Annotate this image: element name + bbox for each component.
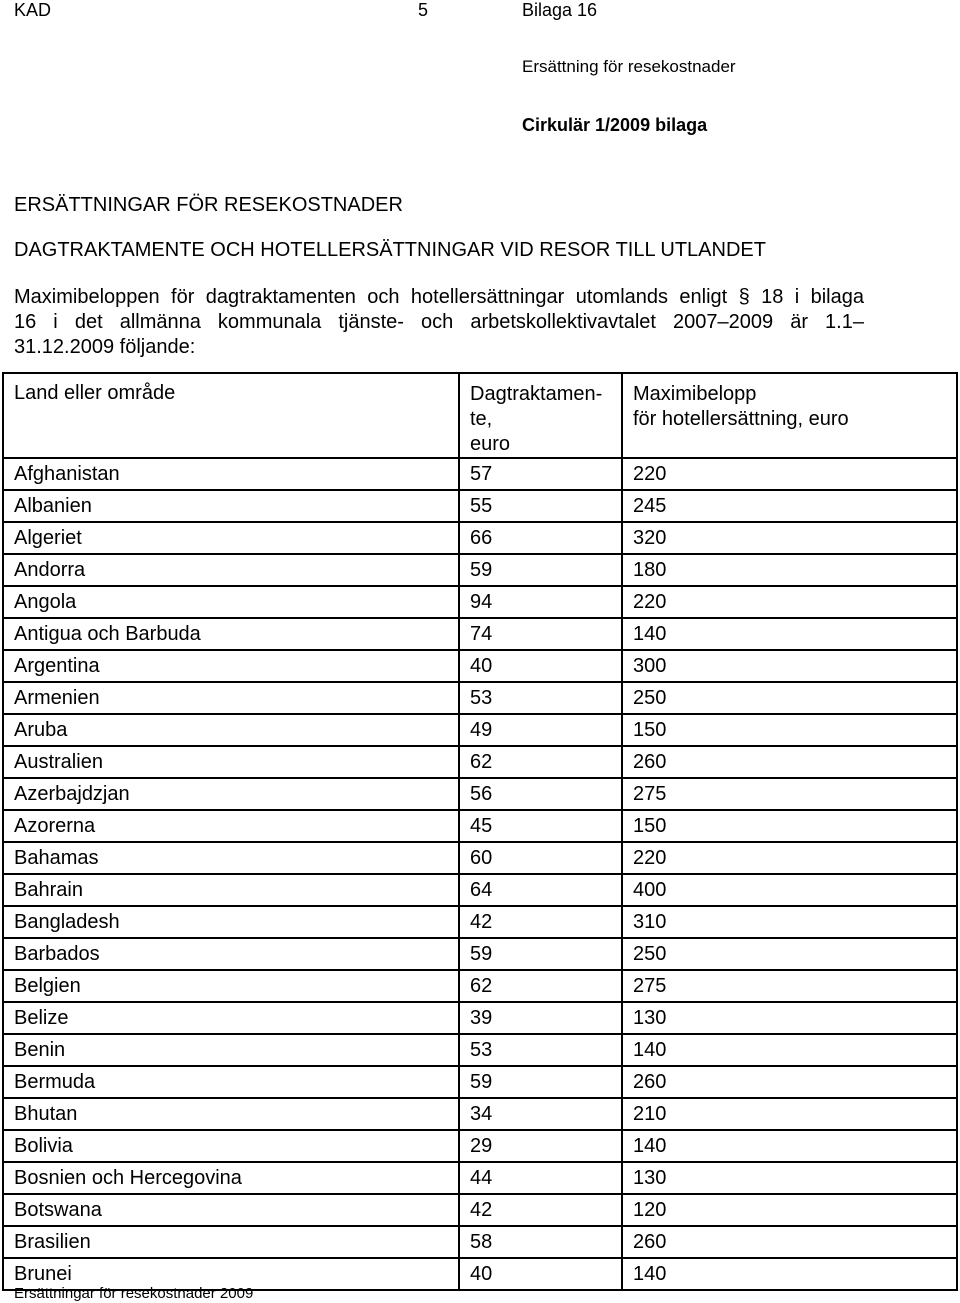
- allowance-cell: 59: [459, 938, 622, 970]
- table-row: [3, 778, 957, 810]
- country-cell: Azorerna: [3, 810, 459, 842]
- table-row: [3, 458, 957, 490]
- allowance-cell: 39: [459, 1002, 622, 1034]
- country-cell: Armenien: [3, 682, 459, 714]
- country-cell: Brunei: [3, 1258, 459, 1290]
- table-row: [3, 970, 957, 1002]
- allowance-cell: 34: [459, 1098, 622, 1130]
- table-row: [3, 906, 957, 938]
- hotel-cell: 320: [622, 522, 957, 554]
- hotel-cell: 400: [622, 874, 957, 906]
- table-row: [3, 1226, 957, 1258]
- hotel-cell: 120: [622, 1194, 957, 1226]
- document-title: ERSÄTTNINGAR FÖR RESEKOSTNADER: [14, 194, 403, 216]
- country-cell: Afghanistan: [3, 458, 459, 490]
- org-name: KAD: [14, 0, 52, 20]
- allowance-cell: 64: [459, 874, 622, 906]
- footer-text: Ersättningar för resekostnader 2009: [14, 1285, 254, 1302]
- hotel-cell: 260: [622, 1226, 957, 1258]
- country-cell: Barbados: [3, 938, 459, 970]
- table-row: [3, 1130, 957, 1162]
- table-row: [3, 842, 957, 874]
- country-cell: Belize: [3, 1002, 459, 1034]
- country-cell: Benin: [3, 1034, 459, 1066]
- country-cell: Belgien: [3, 970, 459, 1002]
- hotel-cell: 130: [622, 1002, 957, 1034]
- country-cell: Algeriet: [3, 522, 459, 554]
- hotel-cell: 220: [622, 842, 957, 874]
- hotel-cell: 250: [622, 938, 957, 970]
- table-row: [3, 1034, 957, 1066]
- country-cell: Bhutan: [3, 1098, 459, 1130]
- allowance-cell: 94: [459, 586, 622, 618]
- country-cell: Bahrain: [3, 874, 459, 906]
- table-row: [3, 650, 957, 682]
- hotel-cell: 140: [622, 1258, 957, 1290]
- table-row: [3, 810, 957, 842]
- country-cell: Bermuda: [3, 1066, 459, 1098]
- hotel-cell: 245: [622, 490, 957, 522]
- country-cell: Botswana: [3, 1194, 459, 1226]
- allowance-cell: 29: [459, 1130, 622, 1162]
- allowance-cell: 59: [459, 1066, 622, 1098]
- country-cell: Bangladesh: [3, 906, 459, 938]
- hotel-cell: 310: [622, 906, 957, 938]
- allowance-cell: 53: [459, 1034, 622, 1066]
- allowance-cell: 58: [459, 1226, 622, 1258]
- country-cell: Argentina: [3, 650, 459, 682]
- allowance-cell: 57: [459, 458, 622, 490]
- table-row: [3, 874, 957, 906]
- country-cell: Bosnien och Hercegovina: [3, 1162, 459, 1194]
- table-row: [3, 1194, 957, 1226]
- table-row: [3, 682, 957, 714]
- hotel-cell: 150: [622, 810, 957, 842]
- allowance-cell: 60: [459, 842, 622, 874]
- country-cell: Antigua och Barbuda: [3, 618, 459, 650]
- header-hotel: Maximibelopp för hotellersättning, euro: [622, 373, 957, 458]
- country-cell: Andorra: [3, 554, 459, 586]
- hotel-cell: 180: [622, 554, 957, 586]
- allowance-cell: 59: [459, 554, 622, 586]
- allowance-cell: 40: [459, 1258, 622, 1290]
- document-subtitle: DAGTRAKTAMENTE OCH HOTELLERSÄTTNINGAR VID RESOR TILL UTLANDET: [14, 239, 766, 261]
- allowance-cell: 74: [459, 618, 622, 650]
- circular-label: Cirkulär 1/2009 bilaga: [522, 115, 708, 135]
- table-row: [3, 714, 957, 746]
- allowance-cell: 62: [459, 746, 622, 778]
- allowance-cell: 62: [459, 970, 622, 1002]
- country-cell: Albanien: [3, 490, 459, 522]
- table-row: [3, 522, 957, 554]
- hotel-cell: 210: [622, 1098, 957, 1130]
- allowance-cell: 49: [459, 714, 622, 746]
- allowance-cell: 42: [459, 906, 622, 938]
- table-row: [3, 1098, 957, 1130]
- hotel-cell: 140: [622, 1130, 957, 1162]
- table-row: [3, 586, 957, 618]
- header-country: Land eller område: [3, 373, 459, 458]
- intro-paragraph: [14, 285, 864, 360]
- hotel-cell: 300: [622, 650, 957, 682]
- header-allowance: Dagtraktamen- te, euro: [459, 373, 622, 458]
- intro-line-2: 16 i det allmänna kommunala tjänste- och arbetskollektivavtalet 2007–2009 är 1.1–: [14, 311, 864, 333]
- page-number: 5: [418, 0, 429, 20]
- table-row: [3, 1066, 957, 1098]
- intro-line-3: 31.12.2009 följande:: [14, 336, 196, 358]
- intro-line-1: Maximibeloppen för dagtraktamenten och hotellersättningar utomlands enligt § 18 i bilaga: [14, 286, 864, 308]
- hotel-cell: 260: [622, 1066, 957, 1098]
- hotel-cell: 140: [622, 618, 957, 650]
- table-row: [3, 618, 957, 650]
- hotel-cell: 275: [622, 970, 957, 1002]
- table-row: [3, 938, 957, 970]
- allowance-cell: 44: [459, 1162, 622, 1194]
- allowance-cell: 56: [459, 778, 622, 810]
- country-cell: Brasilien: [3, 1226, 459, 1258]
- table-header-row: [3, 373, 957, 458]
- hotel-cell: 220: [622, 458, 957, 490]
- allowance-cell: 55: [459, 490, 622, 522]
- allowance-cell: 42: [459, 1194, 622, 1226]
- attachment-label: Bilaga 16: [522, 0, 598, 20]
- hotel-cell: 140: [622, 1034, 957, 1066]
- allowance-cell: 40: [459, 650, 622, 682]
- country-cell: Aruba: [3, 714, 459, 746]
- hotel-cell: 130: [622, 1162, 957, 1194]
- country-cell: Angola: [3, 586, 459, 618]
- allowance-cell: 66: [459, 522, 622, 554]
- hotel-cell: 260: [622, 746, 957, 778]
- table-row: [3, 746, 957, 778]
- table-row: [3, 1162, 957, 1194]
- table-row: [3, 554, 957, 586]
- allowance-cell: 45: [459, 810, 622, 842]
- hotel-cell: 150: [622, 714, 957, 746]
- country-cell: Australien: [3, 746, 459, 778]
- hotel-cell: 250: [622, 682, 957, 714]
- subject-label: Ersättning för resekostnader: [522, 57, 736, 76]
- table-row: [3, 490, 957, 522]
- allowance-cell: 53: [459, 682, 622, 714]
- country-cell: Bahamas: [3, 842, 459, 874]
- country-cell: Bolivia: [3, 1130, 459, 1162]
- rates-table: [2, 372, 958, 1291]
- hotel-cell: 275: [622, 778, 957, 810]
- table-row: [3, 1002, 957, 1034]
- country-cell: Azerbajdzjan: [3, 778, 459, 810]
- hotel-cell: 220: [622, 586, 957, 618]
